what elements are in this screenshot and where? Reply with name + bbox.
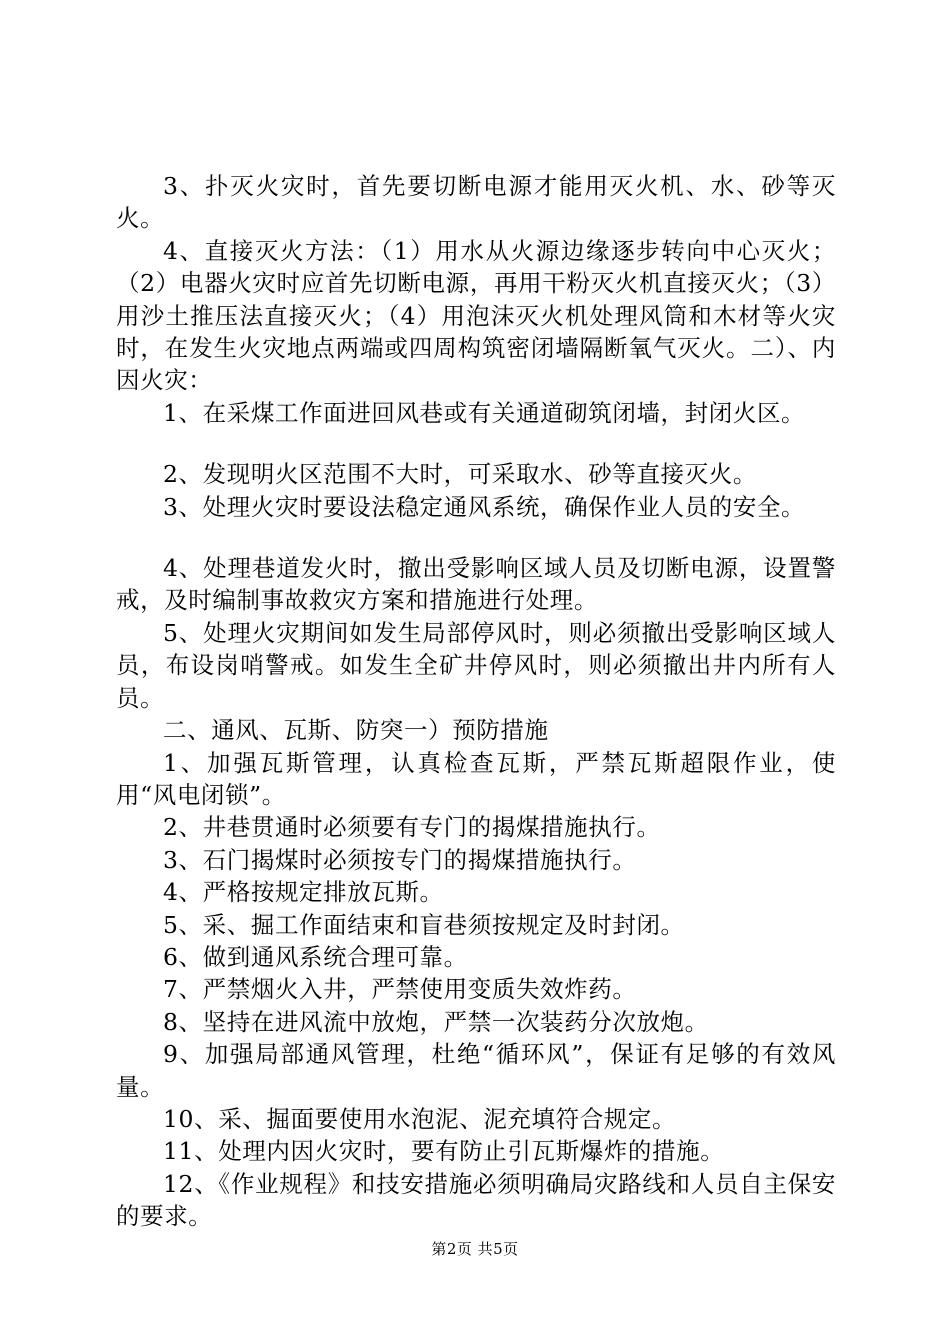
paragraph-19: 11、处理内因火灾时，要有防止引瓦斯爆炸的措施。 <box>163 1137 725 1166</box>
page-number-footer: 第2页 共5页 <box>431 1240 519 1258</box>
paragraph-4: 2、发现明火区范围不大时，可采取水、砂等直接灭火。 <box>163 460 757 489</box>
paragraph-1: 3、扑灭火灾时，首先要切断电源才能用灭火机、水、砂等灭火。 <box>116 172 836 233</box>
section-heading: 二、通风、瓦斯、防突一）预防措施 <box>163 716 549 745</box>
paragraph-20: 12、《作业规程》和技安措施必须明确局灾路线和人员自主保安的要求。 <box>116 1169 836 1231</box>
paragraph-11: 3、石门揭煤时必须按专门的揭煤措施执行。 <box>163 845 637 874</box>
paragraph-13: 5、采、掘工作面结束和盲巷须按规定及时封闭。 <box>163 910 685 939</box>
paragraph-6: 4、处理巷道发火时，撤出受影响区域人员及切断电源，设置警戒，及时编制事故救灾方案和措施进行处理。 <box>116 554 836 615</box>
paragraph-5: 3、处理火灾时要设法稳定通风系统，确保作业人员的安全。 <box>163 492 806 521</box>
paragraph-3: 1、在采煤工作面进回风巷或有关通道砌筑闭墙，封闭火区。 <box>163 398 806 427</box>
paragraph-17: 9、加强局部通风管理，杜绝“循环风”，保证有足够的有效风量。 <box>116 1040 836 1101</box>
paragraph-15: 7、严禁烟火入井，严禁使用变质失效炸药。 <box>163 975 637 1004</box>
paragraph-16: 8、坚持在进风流中放炮，严禁一次装药分次放炮。 <box>163 1007 709 1036</box>
document-body <box>116 170 836 1233</box>
paragraph-10: 2、井巷贯通时必须要有专门的揭煤措施执行。 <box>163 813 661 842</box>
paragraph-2: 4、直接灭火方法：（1）用水从火源边缘逐步转向中心灭火；（2）电器火灾时应首先切断电源，再用干粉灭火机直接灭火；（3）用沙土推压法直接灭火；（4）用泡沫灭火机处理风筒和木材等火灾时，在发生火灾地点两端或四周构筑密闭墙隔断氧气灭火。二）、内因火灾： <box>116 236 836 395</box>
paragraph-7: 5、处理火灾期间如发生局部停风时，则必须撤出受影响区域人员，布设岗哨警戒。如发生全矿井停风时，则必须撤出井内所有人员。 <box>116 618 836 712</box>
paragraph-9: 1、加强瓦斯管理，认真检查瓦斯，严禁瓦斯超限作业，使用“风电闭锁”。 <box>116 748 836 809</box>
paragraph-12: 4、严格按规定排放瓦斯。 <box>163 878 444 907</box>
paragraph-18: 10、采、掘面要使用水泡泥、泥充填符合规定。 <box>163 1104 677 1133</box>
paragraph-14: 6、做到通风系统合理可靠。 <box>163 942 468 971</box>
